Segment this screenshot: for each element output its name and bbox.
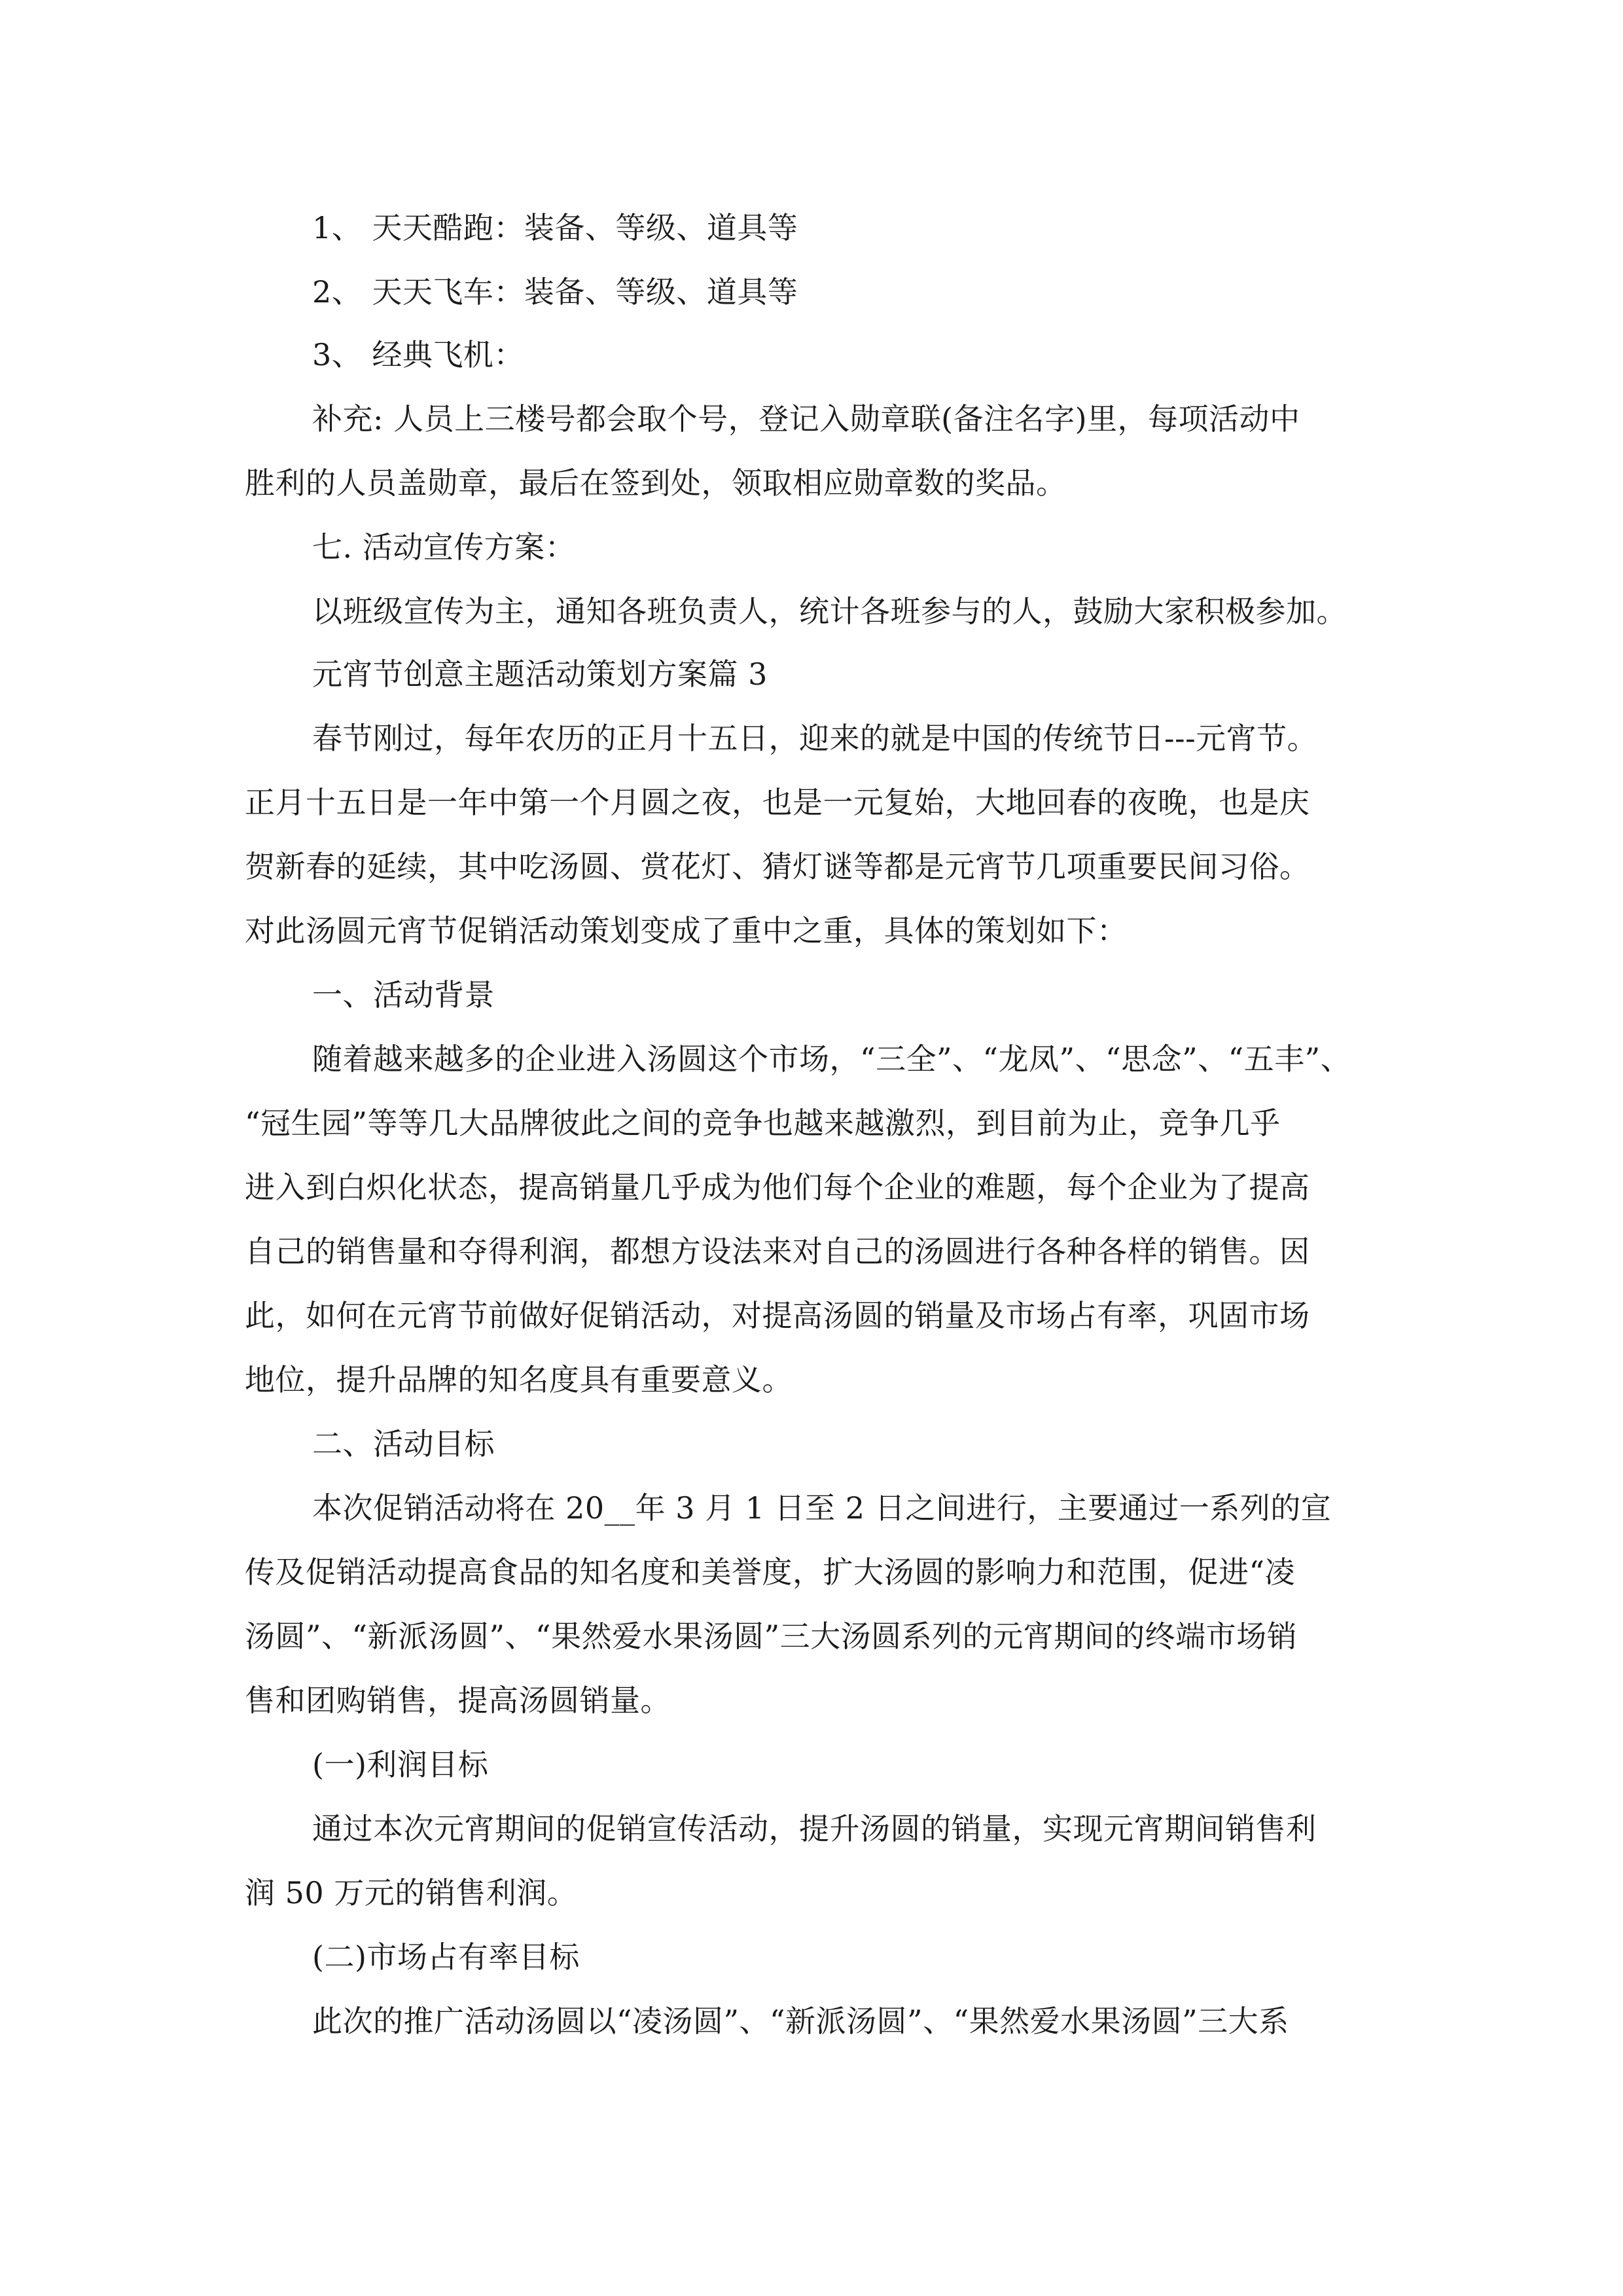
paragraph-line: 以班级宣传为主，通知各班负责人，统计各班参与的人，鼓励大家积极参加。: [312, 594, 1347, 629]
list-item-3: 3、 经典飞机：: [312, 337, 524, 372]
paragraph-line: 汤圆”、“新派汤圆”、“果然爱水果汤圆”三大汤圆系列的元宵期间的终端市场销: [245, 1619, 1298, 1654]
paragraph-line: 对此汤圆元宵节促销活动策划变成了重中之重，具体的策划如下：: [245, 913, 1128, 948]
subsection-heading: (二)市场占有率目标: [312, 1939, 580, 1975]
list-item-2: 2、 天天飞车：装备、等级、道具等: [312, 274, 798, 310]
list-item-1: 1、 天天酷跑：装备、等级、道具等: [312, 210, 798, 245]
section-heading: 七. 活动宣传方案：: [312, 529, 576, 565]
subsection-heading: (一)利润目标: [312, 1747, 489, 1782]
section-heading: 二、活动目标: [312, 1426, 495, 1462]
paragraph-line: 自己的销售量和夺得利润，都想方设法来对自己的汤圆进行各种各样的销售。因: [245, 1234, 1310, 1269]
paragraph-line: 随着越来越多的企业进入汤圆这个市场，“三全”、“龙凤”、“思念”、“五丰”、: [312, 1041, 1351, 1077]
paragraph-line: 胜利的人员盖勋章，最后在签到处，领取相应勋章数的奖品。: [245, 465, 1067, 501]
paragraph-line: 补充: 人员上三楼号都会取个号，登记入勋章联(备注名字)里，每项活动中: [312, 401, 1300, 437]
paragraph-line: 地位，提升品牌的知名度具有重要意义。: [245, 1362, 793, 1397]
paragraph-line: 润 50 万元的销售利润。: [245, 1875, 578, 1910]
paragraph-line: 贺新春的延续，其中吃汤圆、赏花灯、猜灯谜等都是元宵节几项重要民间习俗。: [245, 849, 1310, 884]
paragraph-line: 传及促销活动提高食品的知名度和美誉度，扩大汤圆的影响力和范围，促进“凌: [245, 1554, 1296, 1590]
paragraph-line: 进入到白炽化状态，提高销量几乎成为他们每个企业的难题，每个企业为了提高: [245, 1170, 1310, 1205]
paragraph-line: 本次促销活动将在 20__年 3 月 1 日至 2 日之间进行，主要通过一系列的宣: [312, 1490, 1332, 1526]
paragraph-line: 售和团购销售，提高汤圆销量。: [245, 1683, 671, 1718]
paragraph-line: 春节刚过，每年农历的正月十五日，迎来的就是中国的传统节日---元宵节。: [312, 721, 1318, 756]
paragraph-line: 此次的推广活动汤圆以“凌汤圆”、“新派汤圆”、“果然爱水果汤圆”三大系: [312, 2003, 1289, 2039]
section-heading: 一、活动背景: [312, 977, 495, 1013]
paragraph-line: 正月十五日是一年中第一个月圆之夜，也是一元复始，大地回春的夜晚，也是庆: [245, 785, 1310, 820]
article-title: 元宵节创意主题活动策划方案篇 3: [312, 656, 768, 692]
paragraph-line: 通过本次元宵期间的促销宣传活动，提升汤圆的销量，实现元宵期间销售利: [312, 1811, 1317, 1846]
paragraph-line: “冠生园”等等几大品牌彼此之间的竞争也越来越激烈，到目前为止，竞争几乎: [245, 1105, 1281, 1141]
paragraph-line: 此，如何在元宵节前做好促销活动，对提高汤圆的销量及市场占有率，巩固市场: [245, 1298, 1310, 1333]
